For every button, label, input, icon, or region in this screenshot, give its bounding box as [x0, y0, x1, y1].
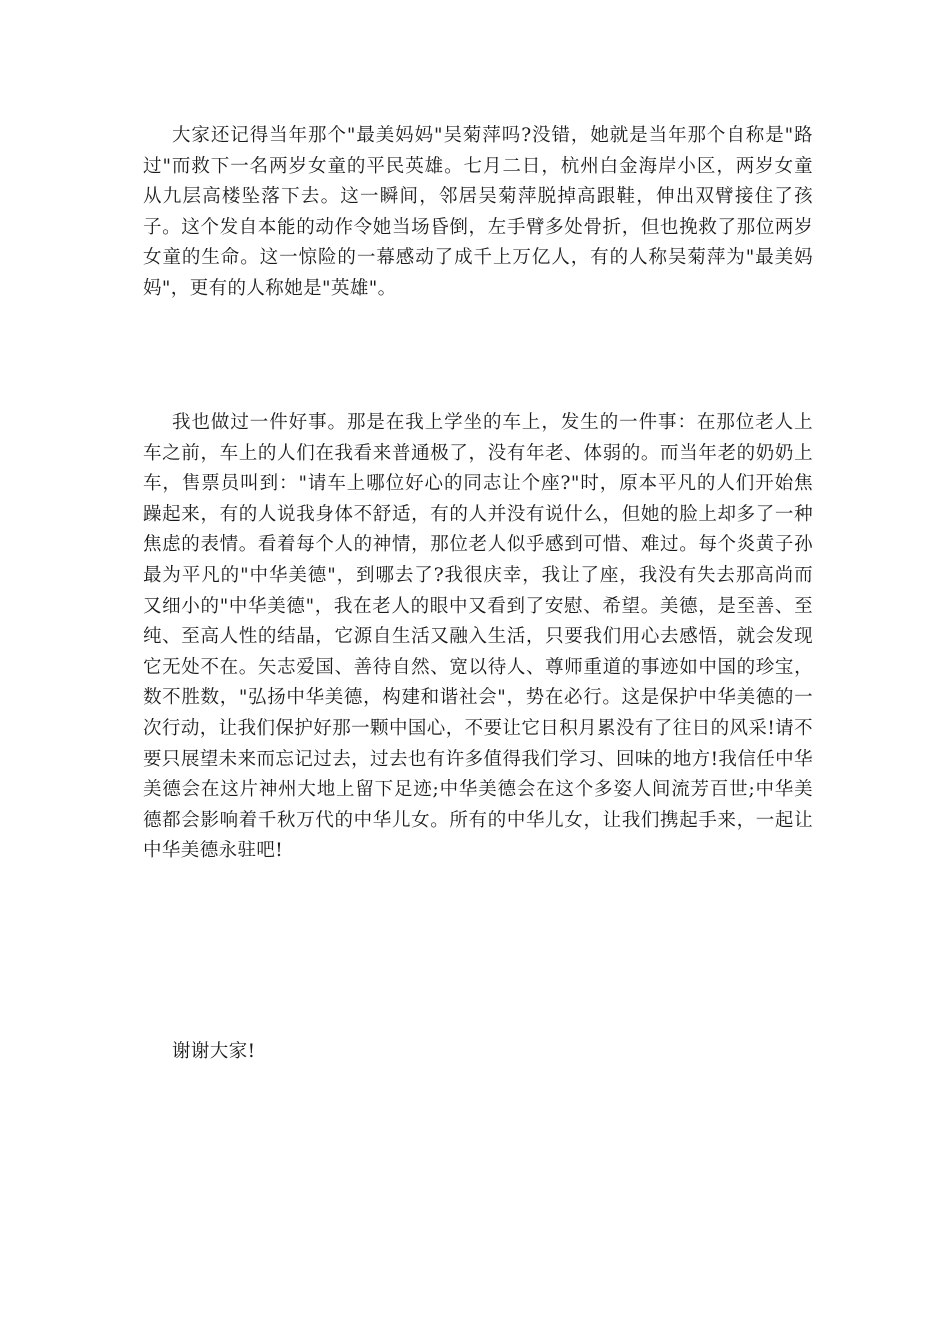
paragraph-personal-experience: 我也做过一件好事。那是在我上学坐的车上，发生的一件事：在那位老人上车之前，车上的人们在我看来普通极了，没有年老、体弱的。而当年老的奶奶上车，售票员叫到："请车上哪位好心的同志让个座?"时，原本平凡的人们开始焦躁起来，有的人说我身体不舒适，有的人并没有说什么，但她的脸上却多了一种焦虑的表情。看着每个人的神情，那位老人似乎感到可惜、难过。每个炎黄子孙最为平凡的"中华美德"，到哪去了?我很庆幸，我让了座，我没有失去那高尚而又细小的"中华美德"，我在老人的眼中又看到了安慰、希望。美德，是至善、至纯、至高人性的结晶，它源自生活又融入生活，只要我们用心去感悟，就会发现它无处不在。矢志爱国、善待自然、宽以待人、尊师重道的事迹如中国的珍宝，数不胜数，"弘扬中华美德，构建和谐社会"，势在必行。这是保护中华美德的一次行动，让我们保护好那一颗中国心，不要让它日积月累没有了往日的风采!请不要只展望未来而忘记过去，过去也有许多值得我们学习、回味的地方!我信任中华美德会在这片神州大地上留下足迹;中华美德会在这个多姿人间流芳百世;中华美德都会影响着千秋万代的中华儿女。所有的中华儿女，让我们携起手来，一起让中华美德永驻吧! [143, 412, 813, 862]
paragraph-closing: 谢谢大家! [172, 1041, 256, 1062]
paragraph-story: 大家还记得当年那个"最美妈妈"吴菊萍吗?没错，她就是当年那个自称是"路过"而救下一名两岁女童的平民英雄。七月二日，杭州白金海岸小区，两岁女童从九层高楼坠落下去。这一瞬间，邻居吴菊萍脱掉高跟鞋，伸出双臂接住了孩子。这个发自本能的动作令她当场昏倒，左手臂多处骨折，但也挽救了那位两岁女童的生命。这一惊险的一幕感动了成千上万亿人，有的人称吴菊萍为"最美妈妈"，更有的人称她是"英雄"。 [143, 125, 813, 299]
